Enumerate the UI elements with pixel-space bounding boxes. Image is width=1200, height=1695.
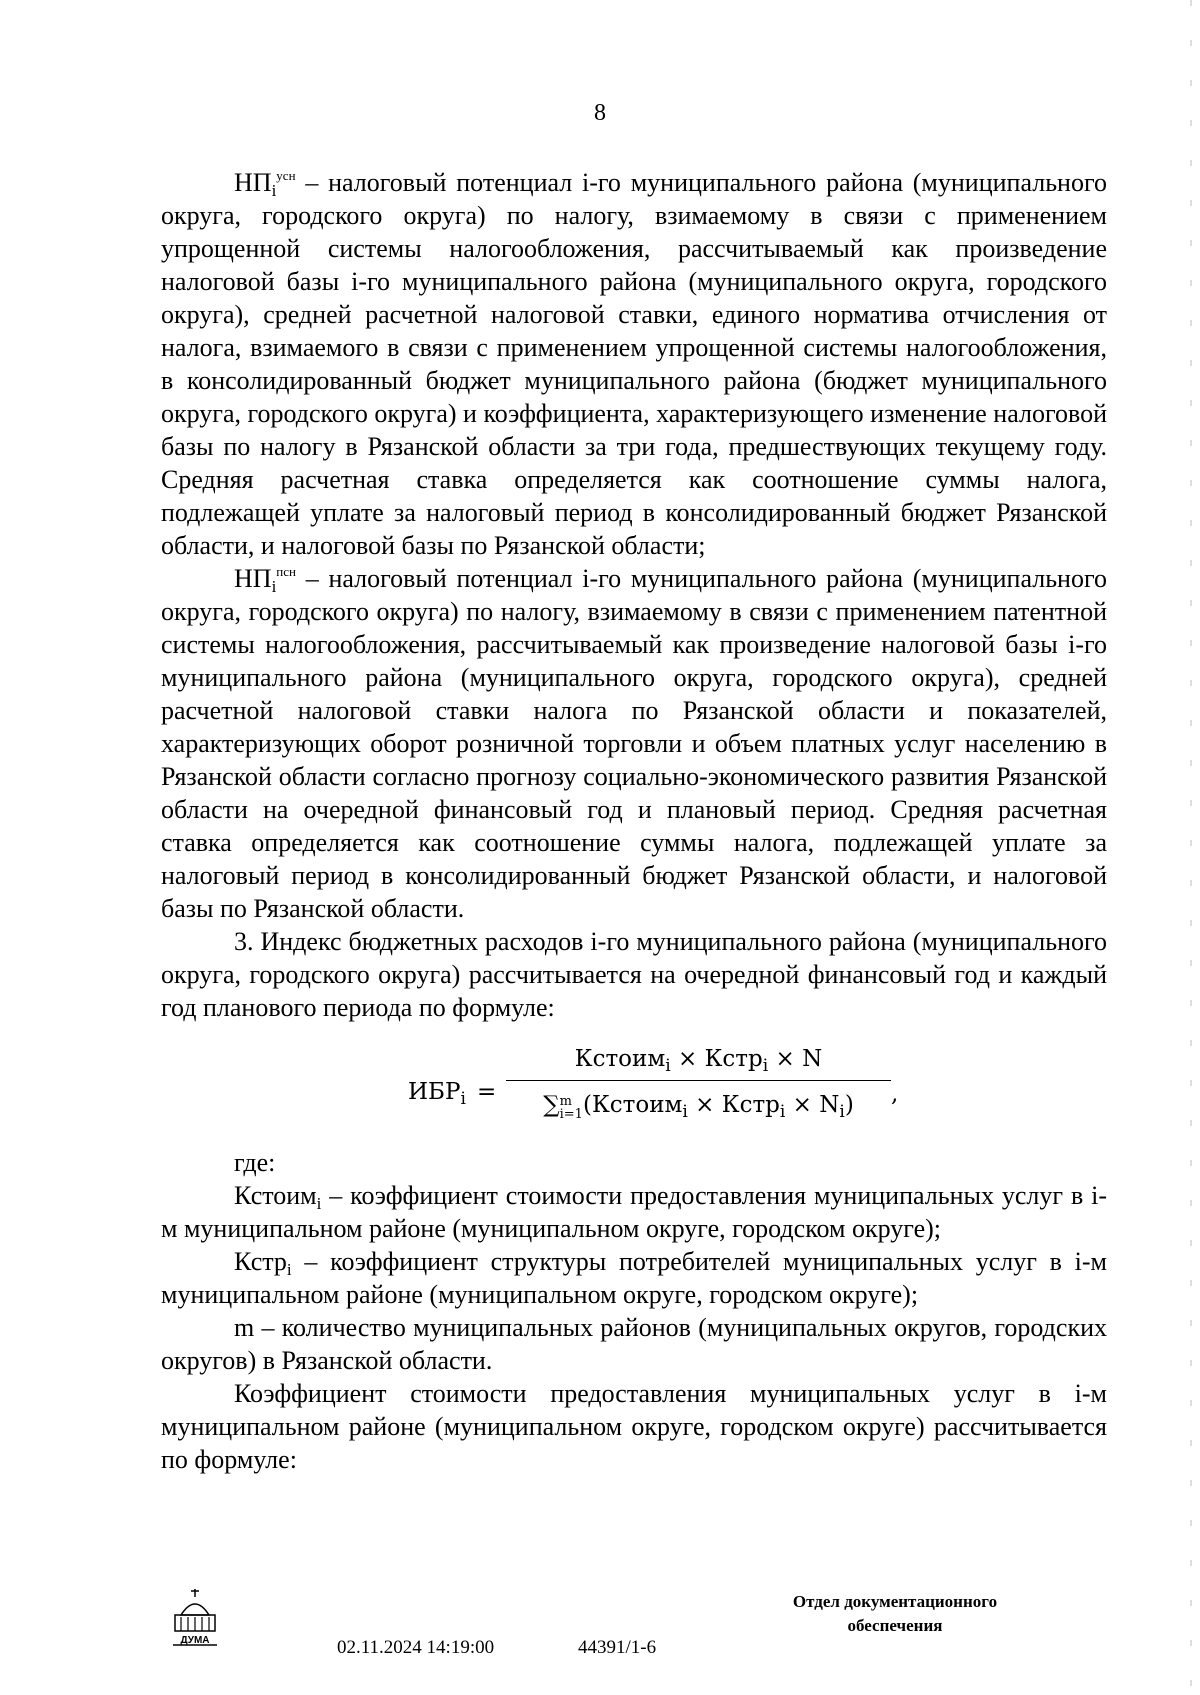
document-body <box>161 166 1107 1476</box>
svg-text:ДУМА: ДУМА <box>180 1635 210 1646</box>
symbol-np-psn: $НП_i^{псн}$ <box>234 564 296 596</box>
paragraph-np-usn-text: – налоговый потенциал i-го муниципального района (муниципального округа, городского округа) по налогу, взимаемому в связи с применением упрощенной системы налогообложения, рассчитываемый как произведение налоговой базы i-го муниципального района (муниципального округа, городского округа), средней расчетной налоговой ставки, единого норматива отчисления от налога, взимаемого в связи с применением упрощенной системы налогообложения, в консолидированный бюджет муниципального района (бюджет муниципального округа, городского округа) и коэффициента, характеризующего изменение налоговой базы по налогу в Рязанской области за три года, предшествующих текущему году. Средняя расчетная ставка определяется как соотношение суммы налога, подлежащей уплате за налоговый период в консолидированный бюджет Рязанской области, и налоговой базы по Рязанской области; <box>161 168 1107 560</box>
formula-fraction <box>506 1038 891 1129</box>
paragraph-where: где: <box>234 1148 276 1177</box>
formula-comma: , <box>891 1081 899 1107</box>
definition-m: m – количество муниципальных районов (муниципальных округов, городских округов) в Рязанской области. <box>161 1313 1107 1375</box>
symbol-np-usn: $НП_i^{усн}$ <box>234 168 296 200</box>
paragraph-np-psn-text: – налоговый потенциал i-го муниципального района (муниципального округа, городского округа) по налогу, взимаемому в связи с применением патентной системы налогообложения, рассчитываемый как произведение налоговой базы i-го муниципального района (муниципального округа, городского округа), средней расчетной налоговой ставки налога по Рязанской области и показателей, характеризующих оборот розничной торговли и объем платных услуг населению в Рязанской области согласно прогнозу социально-экономического развития Рязанской области на очередной финансовый год и плановый период. Средняя расчетная ставка определяется как соотношение суммы налога, подлежащей уплате за налоговый период в консолидированный бюджет Рязанской области, и налоговой базы по Рязанской области. <box>161 564 1107 923</box>
sum-limits: m i=1 <box>559 1094 583 1122</box>
paragraph-np-usn <box>161 166 1107 562</box>
paragraph-index-budget: 3. Индекс бюджетных расходов i-го муниципального района (муниципального округа, городского округа) рассчитывается на очередной финансовый год и каждый год планового периода по формуле: <box>161 927 1107 1022</box>
formula-numerator: Кстоим$_i$ × Кстр$_i$ × N <box>574 1046 823 1076</box>
formula-equals: = <box>477 1079 497 1105</box>
definition-kstoim: Кстоим$_i$ – коэффициент стоимости предоставления муниципальных услуг в i-м муниципальном районе (муниципальном округе, городском округе); <box>161 1181 1107 1243</box>
footer-doc-number: 44391/1-6 <box>578 1637 657 1658</box>
page-number: 8 <box>594 100 606 126</box>
footer-department <box>745 1590 1045 1638</box>
paragraph-np-psn <box>161 562 1107 925</box>
footer-date: 02.11.2024 14:19:00 <box>337 1637 495 1658</box>
scan-edge-marks <box>1190 0 1192 1695</box>
definition-kstr: Кстр$_i$ – коэффициент структуры потребителей муниципальных услуг в i-м муниципальном районе (муниципальном округе, городском округе); <box>161 1247 1107 1309</box>
formula-ibr <box>161 1038 1107 1146</box>
sigma-symbol: ∑ <box>543 1092 560 1118</box>
duma-building-icon <box>167 1587 223 1647</box>
footer-department-line2: обеспечения <box>847 1616 943 1635</box>
paragraph-cost-coefficient: Коэффициент стоимости предоставления муниципальных услуг в i-м муниципальном районе (муниципальном округе, городском округе) рассчитывается по формуле: <box>161 1379 1107 1474</box>
formula-lhs: $ИБР_i$ <box>408 1079 466 1109</box>
footer-department-line1: Отдел документационного <box>792 1592 998 1611</box>
formula-denominator: ∑ m i=1 (Кстоим$_i$ × Кстр$_i$ × $N_i$) <box>543 1092 854 1122</box>
duma-logo <box>167 1587 223 1647</box>
